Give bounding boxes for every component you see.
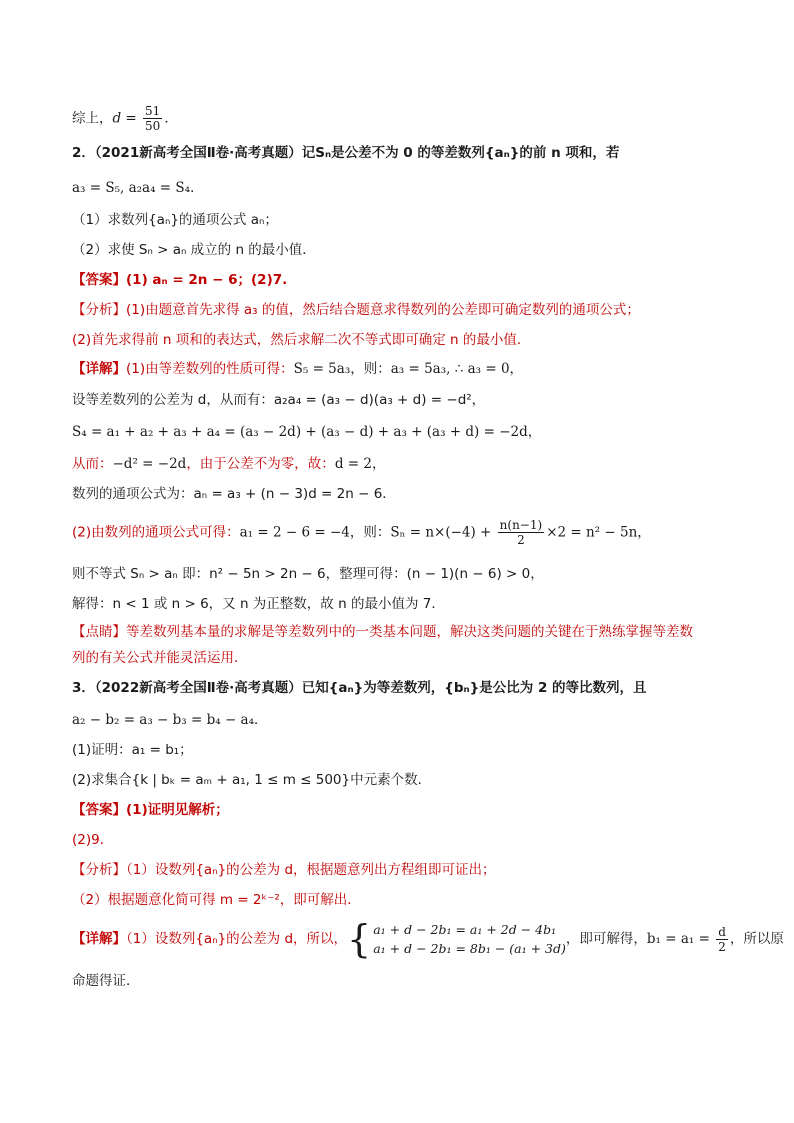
fraction: $\frac{51}{50}$ [145, 104, 161, 133]
problem-2-solution-2: 设等差数列的公差为 d，从而有：a₂a₄ = (a₃ − d)(a₃ + d) = −d²， [72, 392, 486, 408]
fraction: $\frac{d}{2}$ [718, 924, 726, 954]
problem-2-analysis-1: 【分析】(1)由题意首先求得 a₃ 的值，然后结合题意求得数列的公差即可确定数列的通项公式； [72, 302, 640, 318]
problem-2-condition: a₃ = S₅, a₂a₄ = S₄． [72, 180, 204, 196]
problem-2-stem: 2．（2021新高考全国Ⅱ卷·高考真题）记Sₙ是公差不为 0 的等差数列{aₙ}的前 n 项和，若 [72, 145, 620, 161]
problem-2-part-1: （1）求数列{aₙ}的通项公式 aₙ； [72, 212, 278, 228]
problem-2-analysis-2: (2)首先求得前 n 项和的表达式，然后求解二次不等式即可确定 n 的最小值. [72, 332, 522, 348]
problem-3-analysis-1: 【分析】（1）设数列{aₙ}的公差为 d，根据题意列出方程组即可证出； [72, 862, 496, 878]
problem-2-solution-3: S₄ = a₁ + a₂ + a₃ + a₄ = (a₃ − 2d) + (a₃ − d) + a₃ + (a₃ + d) = −2d， [72, 424, 542, 440]
problem-3-answer-2: (2)9． [72, 832, 114, 848]
problem-2-solution-1: 【详解】(1)由等差数列的性质可得：S₅ = 5a₃，则：a₃ = 5a₃, ∴ a₃ = 0， [72, 361, 524, 377]
conclusion-line: 综上，d = $\frac{51}{50}$ ． [72, 104, 178, 133]
problem-3-part-1: (1)证明：a₁ = b₁； [72, 742, 193, 758]
problem-3-part-2: (2)求集合{k | bₖ = aₘ + a₁, 1 ≤ m ≤ 500}中元素个数． [72, 772, 432, 788]
problem-2-solution-4: 从而：−d² = −2d，由于公差不为零，故：d = 2， [72, 456, 386, 472]
problem-2-part-2: （2）求使 Sₙ > aₙ 成立的 n 的最小值． [72, 242, 316, 258]
problem-3-solution-1: 【详解】（1）设数列{aₙ}的公差为 d，所以， { a₁ + d − 2b₁ = a₁ + 2d − 4b₁ a₁ + d − 2b₁ = 8b₁ − (a₁ + 3d) ，即可解得，b₁ = a₁ = $\frac{d}{2}$ ，所以原 [72, 917, 784, 961]
problem-2-solution-7: 则不等式 Sₙ > aₙ 即：n² − 5n > 2n − 6，整理可得：(n − 1)(n − 6) > 0， [72, 566, 544, 582]
problem-2-solution-8: 解得：n < 1 或 n > 6，又 n 为正整数，故 n 的最小值为 7． [72, 596, 445, 612]
equation-system: { a₁ + d − 2b₁ = a₁ + 2d − 4b₁ a₁ + d − 2b₁ = 8b₁ − (a₁ + 3d) [347, 917, 566, 961]
problem-2-solution-6: (2)由数列的通项公式可得：a₁ = 2 − 6 = −4，则：Sₙ = n×(−4) + $\frac{n(n-1)}{2}$ ×2 = n² − 5n， [72, 518, 651, 547]
problem-3-condition: a₂ − b₂ = a₃ − b₃ = b₄ − a₄． [72, 712, 268, 728]
problem-3-analysis-2: （2）根据题意化简可得 m = 2ᵏ⁻²，即可解出． [72, 892, 361, 908]
fraction: $\frac{n(n-1)}{2}$ [499, 518, 543, 547]
problem-3-stem: 3．（2022新高考全国Ⅱ卷·高考真题）已知{aₙ}为等差数列，{bₙ}是公比为 2 的等比数列，且 [72, 680, 647, 696]
problem-2-answer: 【答案】(1) aₙ = 2n − 6；(2)7. [72, 272, 288, 288]
problem-3-solution-2: 命题得证． [72, 973, 140, 989]
problem-2-remark-2: 列的有关公式并能灵活运用. [72, 650, 239, 666]
problem-2-remark-1: 【点睛】等差数列基本量的求解是等差数列中的一类基本问题，解决这类问题的关键在于熟练掌握等差数 [72, 624, 693, 640]
problem-3-answer-1: 【答案】(1)证明见解析； [72, 802, 229, 818]
problem-2-solution-5: 数列的通项公式为：aₙ = a₃ + (n − 3)d = 2n − 6． [72, 486, 396, 502]
